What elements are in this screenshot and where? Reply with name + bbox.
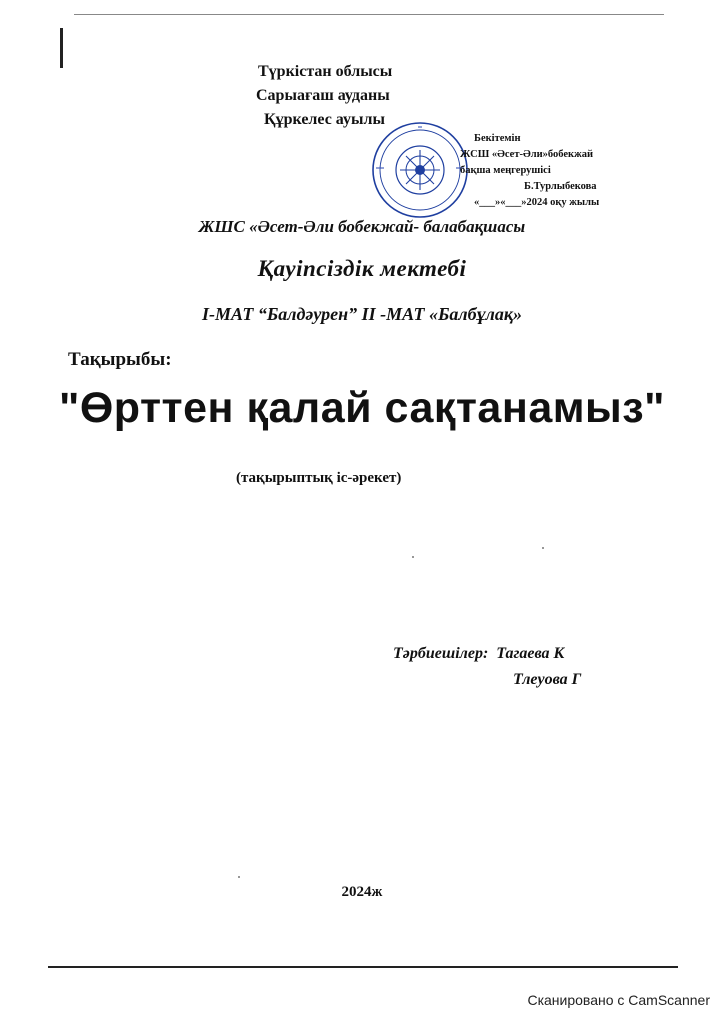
year: 2024ж xyxy=(341,884,383,900)
scan-speck xyxy=(238,876,240,878)
topic-title: "Өрттен қалай сақтанамыз" xyxy=(58,384,666,432)
village-name: Құркелес ауылы xyxy=(264,111,385,128)
teachers-line xyxy=(393,645,564,663)
organization-name: ЖШС «Әсет-Әли бобекжай- балабақшасы xyxy=(198,217,526,236)
approval-position: бақша меңгерушісі xyxy=(460,165,551,176)
scanner-watermark: Сканировано с CamScanner xyxy=(527,992,710,1008)
activity-type: (тақырыптық іс-әрекет) xyxy=(236,470,402,486)
district-name: Сарыағаш ауданы xyxy=(256,87,390,104)
topic-label: Тақырыбы: xyxy=(68,349,172,370)
region-name: Түркістан облысы xyxy=(258,63,393,80)
approval-date: «___»«___»2024 оқу жылы xyxy=(474,197,600,208)
teachers-label: Тәрбиешілер: xyxy=(393,645,489,662)
teacher-name: Тлеуова Г xyxy=(513,671,582,688)
approval-title: Бекітемін xyxy=(474,133,521,144)
group-names: I-МАТ “Балдәурен” II -МАТ «Балбұлақ» xyxy=(202,304,522,324)
scan-speck xyxy=(542,547,544,549)
scan-speck xyxy=(412,556,414,558)
left-margin-mark xyxy=(60,28,63,68)
top-edge-line xyxy=(74,14,664,15)
approval-name: Б.Турлыбекова xyxy=(524,181,597,192)
approval-block xyxy=(460,131,599,211)
approval-organization: ЖСШ «Әсет-Әли»бобекжай xyxy=(460,149,594,160)
school-title: Қауіпсіздік мектебі xyxy=(257,256,467,281)
teacher-name: Тагаева К xyxy=(496,645,565,662)
bottom-rule xyxy=(48,966,678,968)
